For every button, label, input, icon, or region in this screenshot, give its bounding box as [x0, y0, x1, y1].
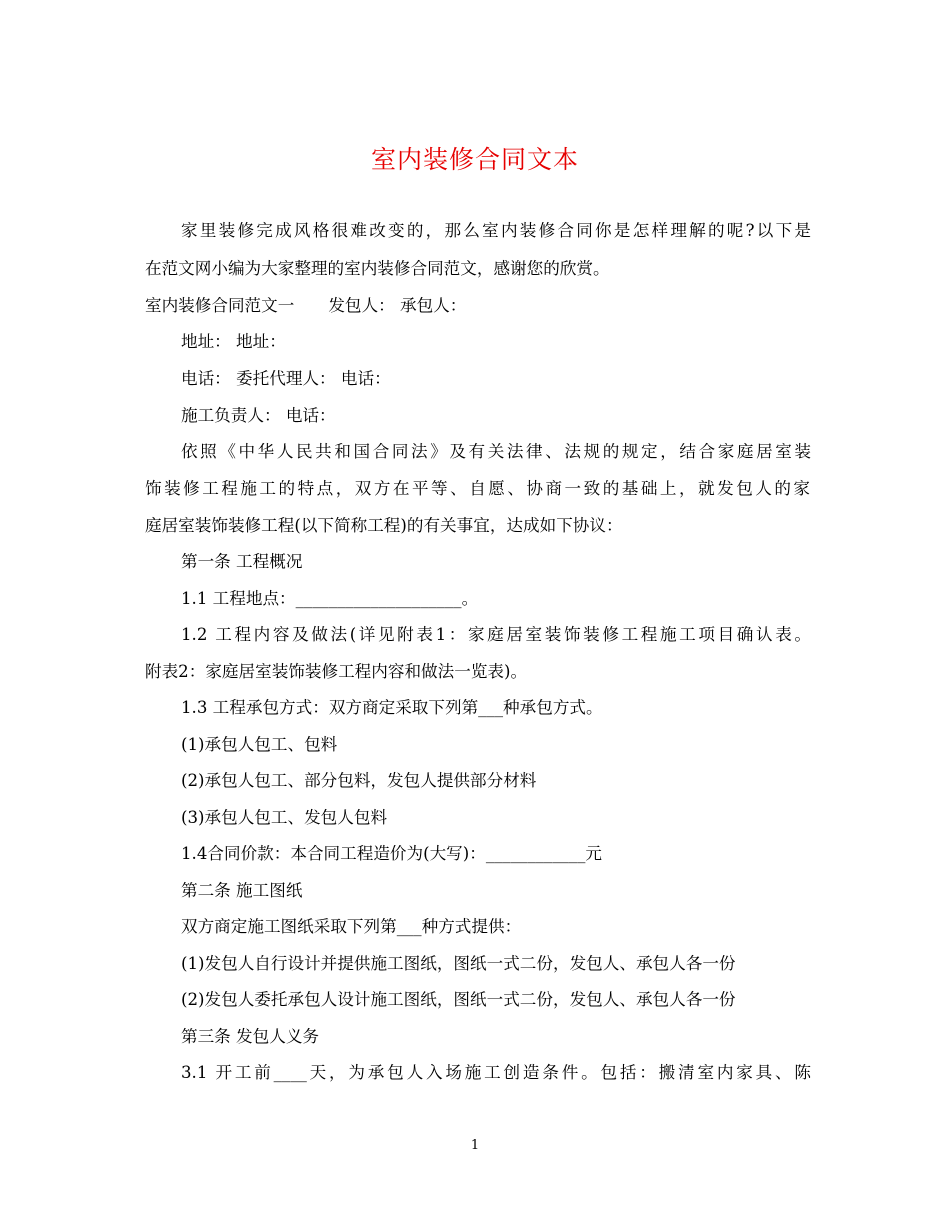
list-item: (1)承包人包工、包料 [181, 735, 338, 754]
article-3-heading: 第三条 发包人义务 [181, 1027, 320, 1046]
sample-heading: 室内装修合同范文一 [145, 296, 295, 315]
party-labels: 发包人： 承包人： [328, 296, 467, 315]
item-1-1: 1.1 工程地点：____________________。 [181, 589, 479, 608]
sample-header-row [145, 295, 810, 317]
preamble-line-3: 庭居室装饰装修工程(以下简称工程)的有关事宜，达成如下协议： [145, 516, 623, 535]
phone-line: 电话： 委托代理人： 电话： [181, 369, 391, 388]
construction-lead-line: 施工负责人： 电话： [181, 406, 336, 425]
article-2-heading: 第二条 施工图纸 [181, 881, 303, 900]
intro-line-1: 家里装修完成风格很难改变的，那么室内装修合同你是怎样理解的呢?以下是 [181, 221, 811, 240]
address-line: 地址： 地址： [181, 332, 286, 351]
list-item: (2)发包人委托承包人设计施工图纸，图纸一式二份，发包人、承包人各一份 [181, 990, 736, 1009]
document-title: 室内装修合同文本 [370, 145, 579, 174]
list-item: (1)发包人自行设计并提供施工图纸，图纸一式二份，发包人、承包人各一份 [181, 954, 736, 973]
preamble-line-1: 依照《中华人民共和国合同法》及有关法律、法规的规定，结合家庭居室装 [181, 442, 811, 461]
article-2-intro: 双方商定施工图纸采取下列第___种方式提供： [181, 917, 522, 936]
item-1-4: 1.4合同价款：本合同工程造价为(大写)：____________元 [181, 844, 602, 863]
intro-line-2: 在范文网小编为大家整理的室内装修合同范文，感谢您的欣赏。 [145, 259, 610, 278]
item-1-2-line-2: 附表2：家庭居室装饰装修工程内容和做法一览表)。 [145, 662, 528, 681]
item-1-2-line-1: 1.2 工程内容及做法(详见附表1：家庭居室装饰装修工程施工项目确认表。 [181, 625, 811, 644]
preamble-line-2: 饰装修工程施工的特点，双方在平等、自愿、协商一致的基础上，就发包人的家 [145, 479, 810, 498]
list-item: (3)承包人包工、发包人包料 [181, 808, 388, 827]
page-number: 1 [470, 1138, 480, 1153]
article-1-heading: 第一条 工程概况 [181, 552, 303, 571]
item-1-3: 1.3 工程承包方式：双方商定采取下列第___种承包方式。 [181, 698, 603, 717]
item-3-1: 3.1 开工前____天，为承包人入场施工创造条件。包括：搬清室内家具、陈 [181, 1063, 811, 1082]
list-item: (2)承包人包工、部分包料，发包人提供部分材料 [181, 771, 537, 790]
